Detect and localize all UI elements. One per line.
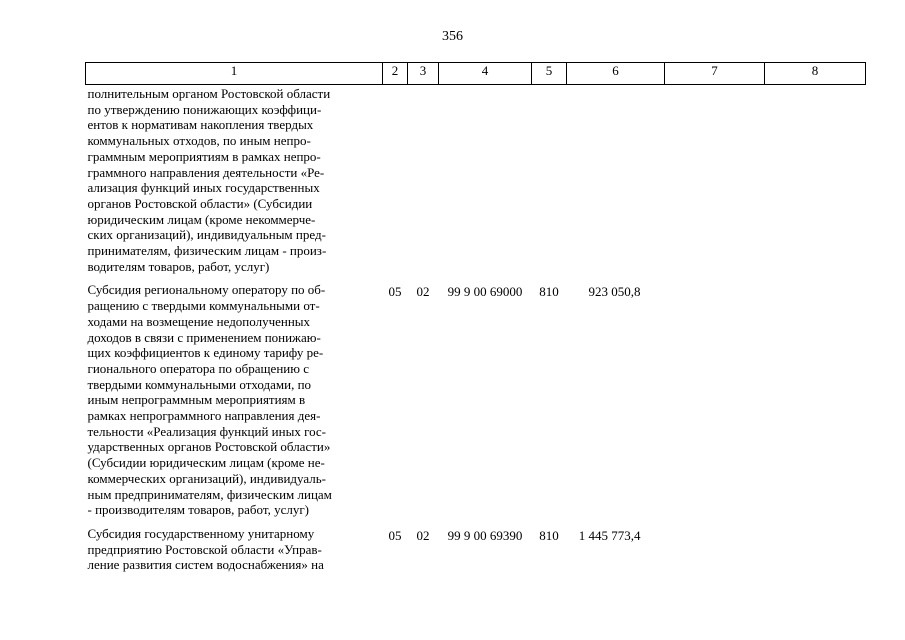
table-row [86, 282, 866, 518]
description-line: водителям товаров, работ, услуг) [87, 258, 270, 274]
description-line: ление развития систем водоснабжения» на [87, 557, 324, 573]
description-line: (Субсидии юридическим лицам (кроме не- [87, 455, 325, 471]
row-expense-type: 810 [539, 284, 559, 300]
description-line: по утверждению понижающих коэффици- [87, 101, 322, 117]
row-expense-type [532, 85, 567, 275]
row-target-article: 99 9 00 69390 [447, 527, 523, 543]
header-cell-8: 8 [765, 63, 866, 85]
row-target-article [439, 85, 532, 275]
description-line: полнительным органом Ростовской области [87, 86, 331, 101]
row-description [86, 526, 383, 573]
table-row [86, 85, 866, 275]
description-line: ударственных органов Ростовской области» [87, 439, 331, 455]
description-line: тельности «Реализация функций иных гос- [87, 423, 326, 439]
header-cell-7: 7 [665, 63, 765, 85]
header-cell-1: 1 [86, 63, 383, 85]
description-line: твердыми коммунальными отходами, по [87, 376, 312, 392]
description-line: щих коэффициентов к единому тарифу ре- [87, 345, 324, 361]
row-expense-type: 810 [539, 527, 559, 543]
description-line: ным предпринимателям, физическим лицам [87, 486, 332, 502]
description-line: иным непрограммным мероприятиям в [87, 392, 306, 408]
header-row [86, 63, 866, 85]
header-cell-6: 6 [567, 63, 665, 85]
description-line: граммным мероприятиям в рамках непро- [87, 148, 321, 164]
header-cell-5: 5 [532, 63, 567, 85]
row-amount: 1 445 773,4 [578, 527, 641, 543]
row-col8 [765, 282, 866, 518]
budget-table [85, 62, 866, 573]
description-line: Субсидия региональному оператору по об- [87, 282, 326, 298]
row-amount: 923 050,8 [588, 284, 641, 300]
row-section-code [383, 85, 408, 275]
row-target-article: 99 9 00 69000 [447, 284, 523, 300]
description-line: коммерческих организаций), индивидуаль- [87, 470, 327, 486]
description-line: - производителям товаров, работ, услуг) [87, 502, 309, 518]
row-amount [567, 85, 665, 275]
row-subsection-code: 02 [416, 527, 430, 543]
description-line: гионального оператора по обращению с [87, 360, 309, 376]
row-spacer [86, 274, 866, 282]
header-cell-4: 4 [439, 63, 532, 85]
description-line: ходами на возмещение недополученных [87, 313, 311, 329]
description-line: ентов к нормативам накопления твердых [87, 117, 314, 133]
description-line: предприятию Ростовской области «Управ- [87, 541, 322, 557]
row-col7 [665, 526, 765, 573]
row-col8 [765, 526, 866, 573]
row-description [86, 85, 383, 275]
row-col8 [765, 85, 866, 275]
description-line: доходов в связи с применением понижаю- [87, 329, 321, 345]
row-col7 [665, 282, 765, 518]
row-section-code: 05 [388, 527, 402, 543]
row-col7 [665, 85, 765, 275]
description-line: ращению с твердыми коммунальными от- [87, 298, 320, 314]
header-cell-3: 3 [408, 63, 439, 85]
description-line: Субсидия государственному унитарному [87, 525, 315, 541]
description-line: принимателям, физическим лицам - произ- [87, 243, 327, 259]
description-line: органов Ростовской области» (Субсидии [87, 195, 313, 211]
row-subsection-code [408, 85, 439, 275]
row-section-code: 05 [388, 284, 402, 300]
description-line: ских организаций), индивидуальным пред- [87, 227, 326, 243]
row-subsection-code: 02 [416, 284, 430, 300]
description-line: граммного направления деятельности «Ре- [87, 164, 325, 180]
row-spacer [86, 518, 866, 526]
row-description [86, 282, 383, 518]
page-number: 356 [442, 29, 463, 44]
description-line: юридическим лицам (кроме некоммерче- [87, 211, 316, 227]
description-line: рамках непрограммного направления дея- [87, 408, 321, 424]
header-cell-2: 2 [383, 63, 408, 85]
table-row [86, 526, 866, 573]
description-line: ализация функций иных государственных [87, 180, 320, 196]
description-line: коммунальных отходов, по иным непро- [87, 133, 311, 149]
